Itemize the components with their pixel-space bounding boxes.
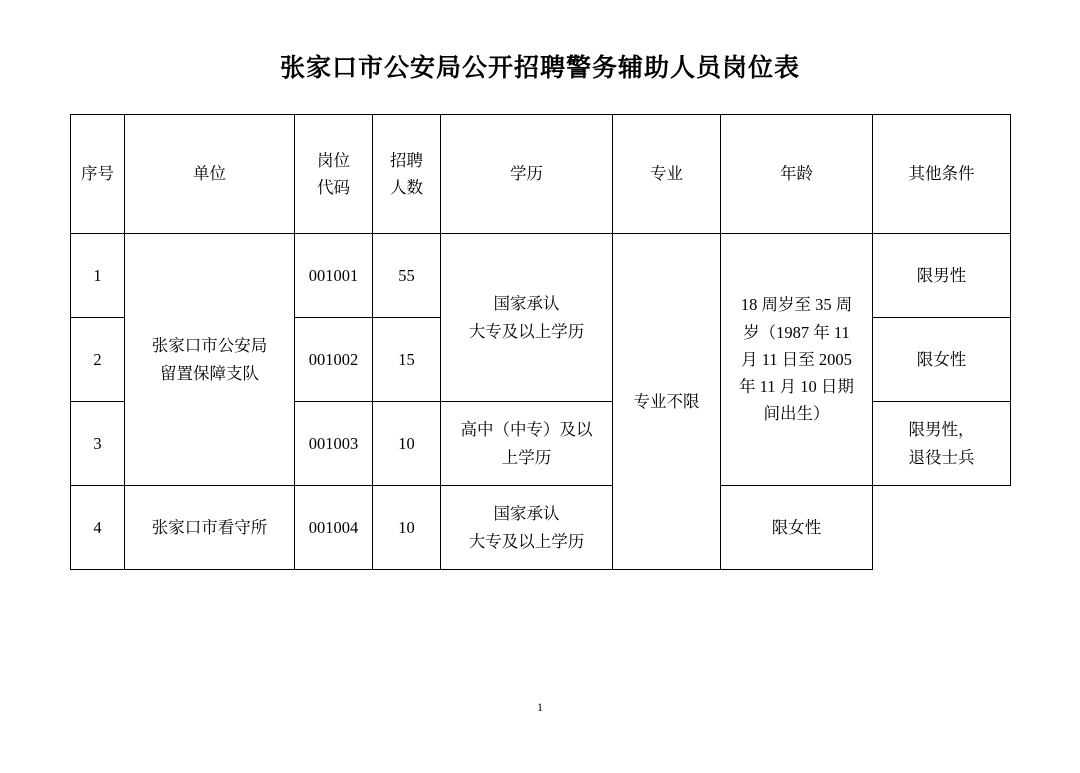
cell-education-1-2-line1: 国家承认 <box>493 294 560 314</box>
cell-age-line5: 间出生） <box>763 404 830 424</box>
column-header-other: 其他条件 <box>873 115 1011 234</box>
cell-unit-4: 张家口市看守所 <box>125 486 295 570</box>
cell-education-4-line1: 国家承认 <box>493 504 560 524</box>
cell-age-line2: 岁（1987 年 11 <box>743 322 850 342</box>
column-header-age: 年龄 <box>721 115 873 234</box>
cell-other-2: 限女性 <box>873 318 1011 402</box>
cell-unit-1 <box>125 234 295 486</box>
column-header-code-line1: 岗位 <box>317 150 350 170</box>
cell-age-line1: 18 周岁至 35 周 <box>740 295 853 315</box>
job-positions-table <box>70 114 1011 570</box>
cell-seq-2: 2 <box>71 318 125 402</box>
column-header-number <box>373 115 441 234</box>
column-header-major: 专业 <box>613 115 721 234</box>
cell-unit-1-line2: 留置保障支队 <box>160 363 259 383</box>
cell-code-1: 001001 <box>295 234 373 318</box>
cell-other-3 <box>873 402 1011 486</box>
page-number: 1 <box>537 700 543 714</box>
cell-education-1-2-line2: 大专及以上学历 <box>468 321 585 341</box>
cell-education-3-line1: 高中（中专）及以 <box>460 420 593 440</box>
cell-number-2: 15 <box>373 318 441 402</box>
cell-age-all <box>721 234 873 486</box>
table-row <box>71 234 1011 318</box>
column-header-unit: 单位 <box>125 115 295 234</box>
column-header-education: 学历 <box>441 115 613 234</box>
column-header-code <box>295 115 373 234</box>
cell-education-4 <box>441 486 613 570</box>
cell-age-line3: 月 11 日至 2005 <box>741 349 852 369</box>
cell-education-3 <box>441 402 613 486</box>
cell-unit-1-line1: 张家口市公安局 <box>151 336 268 356</box>
cell-seq-1: 1 <box>71 234 125 318</box>
cell-other-4: 限女性 <box>721 486 873 570</box>
column-header-number-line2: 人数 <box>390 178 423 197</box>
page-title: 张家口市公安局公开招聘警务辅助人员岗位表 <box>279 55 800 82</box>
cell-other-1: 限男性 <box>873 234 1011 318</box>
cell-seq-3: 3 <box>71 402 125 486</box>
cell-major-all: 专业不限 <box>613 234 721 570</box>
cell-education-4-line2: 大专及以上学历 <box>468 531 585 551</box>
cell-number-4: 10 <box>373 486 441 570</box>
table-row <box>71 486 1011 570</box>
cell-code-4: 001004 <box>295 486 373 570</box>
cell-code-3: 001003 <box>295 402 373 486</box>
document-page <box>0 48 1080 773</box>
cell-education-3-line2: 上学历 <box>501 447 552 467</box>
cell-number-1: 55 <box>373 234 441 318</box>
cell-other-3-line2: 退役士兵 <box>908 447 975 467</box>
table-header-row <box>71 115 1011 234</box>
column-header-number-line1: 招聘 <box>390 150 423 170</box>
cell-education-1-2 <box>441 234 613 402</box>
cell-seq-4: 4 <box>71 486 125 570</box>
cell-other-3-line1: 限男性， <box>908 420 975 440</box>
cell-age-line4: 年 11 月 10 日期 <box>739 377 854 397</box>
job-table-container <box>70 114 1010 570</box>
column-header-seq: 序号 <box>71 115 125 234</box>
column-header-code-line2: 代码 <box>317 178 350 197</box>
cell-number-3: 10 <box>373 402 441 486</box>
cell-code-2: 001002 <box>295 318 373 402</box>
